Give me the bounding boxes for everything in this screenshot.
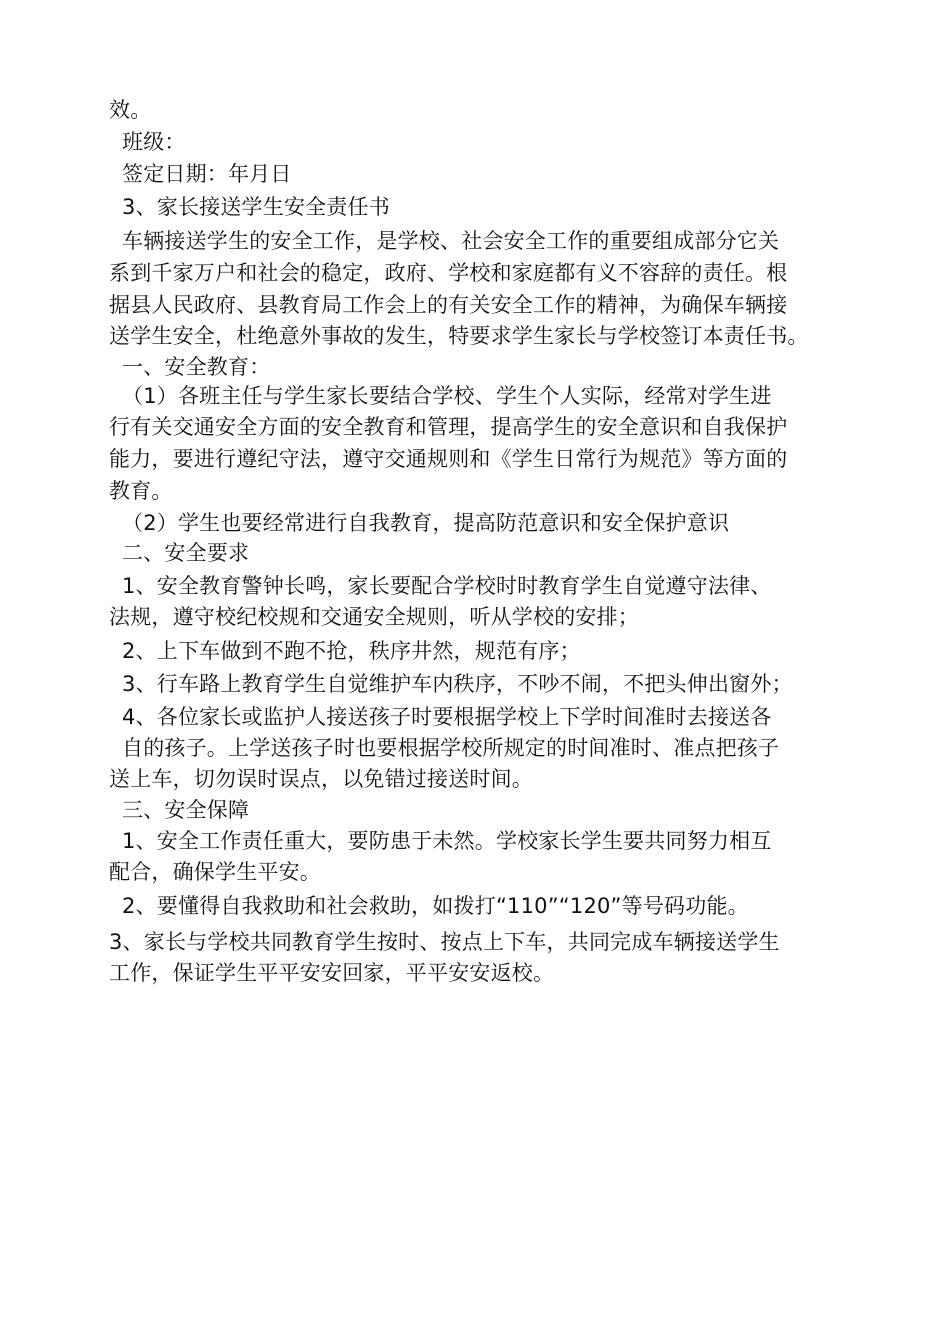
text-line: 教育。 bbox=[109, 479, 173, 503]
text-line: 能力，要进行遵纪守法，遵守交通规则和《学生日常行为规范》等方面的 bbox=[109, 447, 788, 471]
subsection-heading: 三、安全保障 bbox=[122, 798, 250, 822]
text-line: 效。 bbox=[109, 98, 152, 122]
text-line: 系到千家万户和社会的稳定，政府、学校和家庭都有义不容辞的责任。根 bbox=[109, 261, 788, 285]
section-heading: 3、家长接送学生安全责任书 bbox=[122, 195, 390, 219]
text-line: 工作，保证学生平平安安回家，平平安安返校。 bbox=[109, 961, 555, 985]
text-line: 据县人民政府、县教育局工作会上的有关安全工作的精神，为确保车辆接 bbox=[109, 293, 788, 317]
text-line: 法规，遵守校纪校规和交通安全规则，听从学校的安排； bbox=[109, 605, 639, 629]
subsection-heading: 二、安全要求 bbox=[122, 541, 250, 565]
text-line: 车辆接送学生的安全工作，是学校、社会安全工作的重要组成部分它关 bbox=[122, 229, 780, 253]
text-line: 签定日期：年月日 bbox=[122, 162, 292, 186]
text-line: （2）学生也要经常进行自我教育，提高防范意识和安全保护意识 bbox=[122, 511, 730, 535]
text-line: 4、各位家长或监护人接送孩子时要根据学校上下学时间准时去接送各 bbox=[122, 705, 772, 729]
text-line: 2、上下车做到不跑不抢，秩序井然，规范有序； bbox=[122, 639, 581, 663]
text-line: 1、安全工作责任重大，要防患于未然。学校家长学生要共同努力相互 bbox=[122, 829, 772, 853]
text-line: 行有关交通安全方面的安全教育和管理，提高学生的安全意识和自我保护 bbox=[109, 415, 788, 439]
text-line: 班级： bbox=[122, 130, 186, 154]
text-line: 配合，确保学生平安。 bbox=[109, 860, 321, 884]
text-line: 1、安全教育警钟长鸣，家长要配合学校时时教育学生自觉遵守法律、 bbox=[122, 574, 772, 598]
text-line: 送学生安全，杜绝意外事故的发生，特要求学生家长与学校签订本责任书。 bbox=[109, 324, 809, 348]
text-line: 3、家长与学校共同教育学生按时、按点上下车，共同完成车辆接送学生 bbox=[109, 930, 780, 954]
text-line: （1）各班主任与学生家长要结合学校、学生个人实际，经常对学生进 bbox=[122, 384, 772, 408]
subsection-heading: 一、安全教育： bbox=[122, 355, 271, 379]
text-line: 自的孩子。上学送孩子时也要根据学校所规定的时间准时、准点把孩子 bbox=[122, 736, 780, 760]
text-line: 2、要懂得自我救助和社会救助，如拨打“110”“120”等号码功能。 bbox=[122, 894, 749, 918]
text-line: 送上车，切勿误时误点，以免错过接送时间。 bbox=[109, 767, 533, 791]
text-line: 3、行车路上教育学生自觉维护车内秩序，不吵不闹，不把头伸出窗外； bbox=[122, 672, 793, 696]
